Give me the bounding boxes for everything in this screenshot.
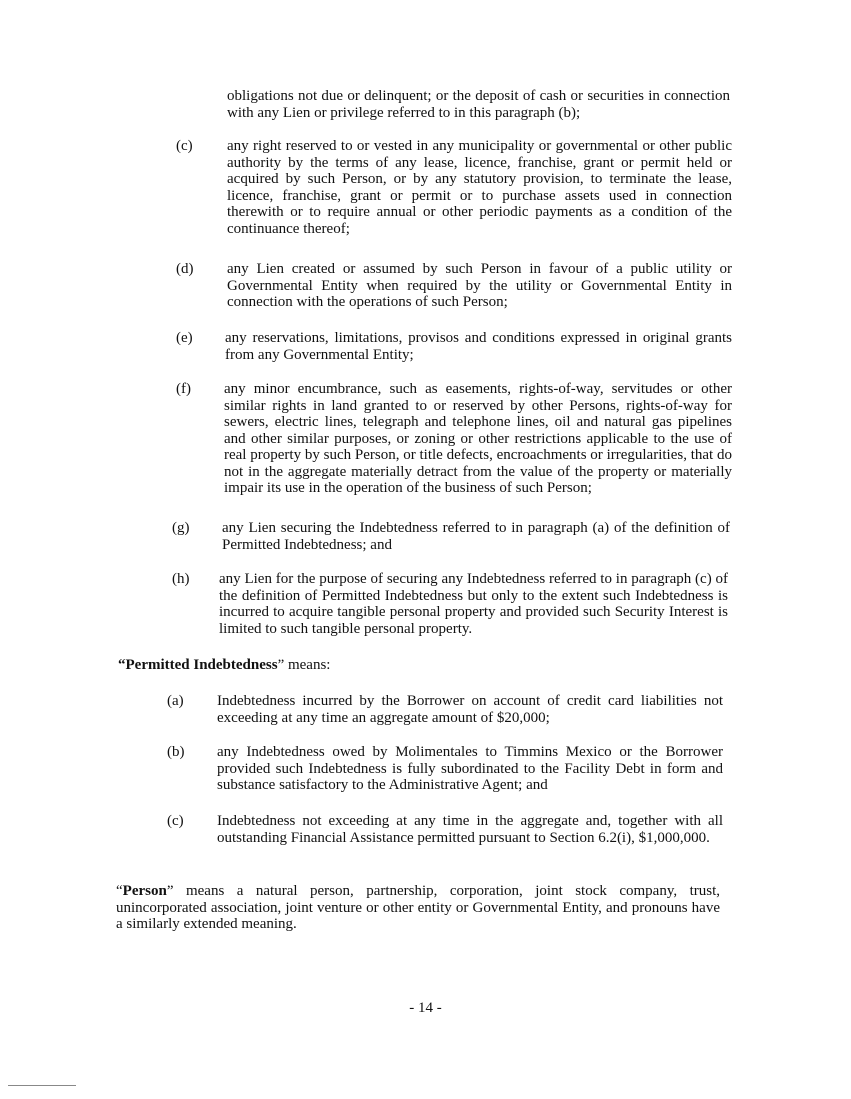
definition-text: ” means a natural person, partnership, corporation, joint stock company, trust, unincorporated association, joint venture or other entity or Governmental Entity, and pronouns have a similarly extended meaning. xyxy=(116,883,720,932)
item-text: Indebtedness not exceeding at any time in the aggregate and, together with all outstanding Financial Assistance permitted pursuant to Section 6.2(i), $1,000,000. xyxy=(217,813,723,846)
continuation-paragraph: obligations not due or delinquent; or the deposit of cash or securities in connection with any Lien or privilege referred to in this paragraph (b); xyxy=(227,88,730,121)
defined-term: Person xyxy=(122,883,167,899)
scan-edge-mark xyxy=(8,1085,76,1086)
item-label: (f) xyxy=(176,381,191,397)
item-label: (c) xyxy=(167,813,184,829)
item-text: any Lien for the purpose of securing any Indebtedness referred to in paragraph (c) of the definition of Permitted Indebtedness but only to the extent such Indebtedness is incurred to acquire tangible personal property and provided such Security Interest is limited to such tangible personal property. xyxy=(219,571,728,637)
item-text: any reservations, limitations, provisos and conditions expressed in original grants from any Governmental Entity; xyxy=(225,330,732,363)
item-label: (b) xyxy=(167,744,185,760)
item-text: any Indebtedness owed by Molimentales to Timmins Mexico or the Borrower provided such Indebtedness is fully subordinated to the Facility Debt in form and substance satisfactory to the Administrative Agent; and xyxy=(217,744,723,793)
item-text: Indebtedness incurred by the Borrower on account of credit card liabilities not exceeding at any time an aggregate amount of $20,000; xyxy=(217,693,723,726)
permitted-indebtedness-heading xyxy=(118,657,738,674)
page-number: - 14 - xyxy=(409,1000,442,1016)
definition-lead: ” means: xyxy=(277,657,331,673)
item-label: (e) xyxy=(176,330,193,346)
item-label: (d) xyxy=(176,261,194,277)
item-text: any Lien securing the Indebtedness referred to in paragraph (a) of the definition of Permitted Indebtedness; and xyxy=(222,520,730,553)
item-label: (h) xyxy=(172,571,190,587)
item-text: any right reserved to or vested in any municipality or governmental or other public authority by the terms of any lease, licence, franchise, grant or permit held or acquired by such Person, or by any statutory provision, to terminate the lease, licence, franchise, grant or permit or to purchase assets used in connection therewith or to require annual or other periodic payments as a condition of the continuance thereof; xyxy=(227,138,732,237)
open-quote: “ xyxy=(116,883,123,899)
item-label: (a) xyxy=(167,693,184,709)
item-text: any Lien created or assumed by such Person in favour of a public utility or Governmental Entity when required by the utility or Governmental Entity in connection with the operations of such Person; xyxy=(227,261,732,310)
defined-term: “Permitted Indebtedness xyxy=(118,657,278,673)
item-label: (c) xyxy=(176,138,193,154)
item-label: (g) xyxy=(172,520,190,536)
person-definition xyxy=(116,883,720,933)
item-text: any minor encumbrance, such as easements, rights-of-way, servitudes or other similar rights in land granted to or reserved by other Persons, rights-of-way for sewers, electric lines, telegraph and telephone lines, oil and natural gas pipelines and other similar purposes, or zoning or other restrictions applicable to the use of real property by such Person, or title defects, encroachments or irregularities, that do not in the aggregate materially detract from the value of the property or materially impair its use in the operation of the business of such Person; xyxy=(224,381,732,496)
